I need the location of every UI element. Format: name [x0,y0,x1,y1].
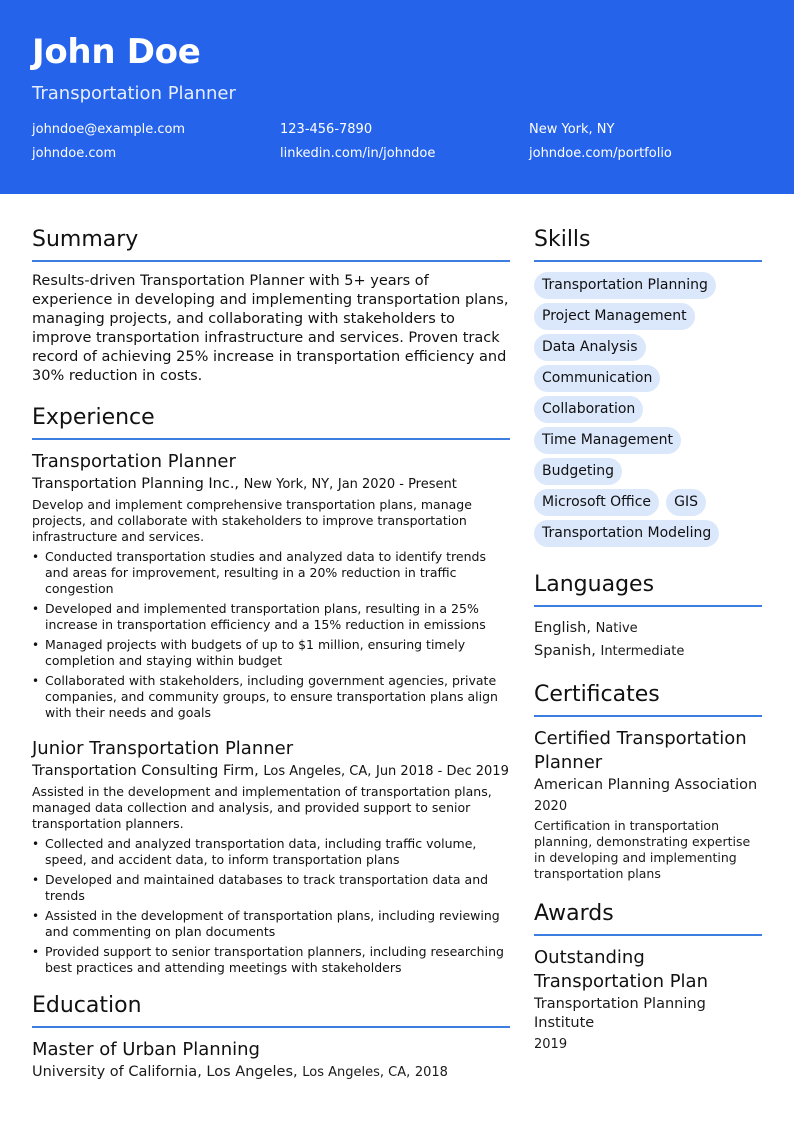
award-org: Transportation Planning Institute [534,996,706,1031]
award-year: 2019 [534,1037,568,1052]
job-bullet: • Collaborated with stakeholders, including government agencies, private companies, and community groups, to ensure transportation plans align with their needs and goals [32,673,510,721]
resume-header [0,0,794,194]
email-link[interactable]: johndoe@example.com [32,122,186,137]
certificate-entry [534,727,762,882]
website-link[interactable]: johndoe.com [32,146,117,161]
language-level: Intermediate [600,644,685,659]
languages-list [534,617,762,663]
job-bullet: • Assisted in the development of transportation plans, including reviewing and commenting on plan documents [32,908,510,940]
skills-list [534,272,762,551]
languages-heading: Languages [534,571,762,607]
summary-text: Results-driven Transportation Planner with 5+ years of experience in developing and implementing transportation plans, managing projects, and collaborating with stakeholders to improve transportation infrastructure and services. Proven track record of achieving 25% increase in transportation efficiency and 30% reduction in costs. [32,273,509,384]
job-bullet: • Collected and analyzed transportation data, including traffic volume, speed, and accident data, to inform transportation plans [32,836,510,868]
job-bullet: • Developed and implemented transportation plans, resulting in a 25% increase in transportation efficiency and a 15% reduction in emissions [32,601,510,633]
skills-section [534,226,762,551]
job-dates: Jan 2020 - Present [337,477,457,492]
skill-chip: GIS [666,489,706,516]
education-heading: Education [32,992,510,1028]
job-location: Los Angeles, CA, [263,764,372,779]
awards-section [534,900,762,1054]
portfolio-link[interactable]: johndoe.com/portfolio [529,146,672,161]
certificate-description: Certification in transportation planning, demonstrating expertise in developing and implementing transportation plans [534,818,751,881]
job-bullet: • Provided support to senior transportation planners, including researching best practices and attending meetings with stakeholders [32,944,510,976]
summary-heading: Summary [32,226,510,262]
education-section [32,992,510,1083]
skill-chip: Data Analysis [534,334,646,361]
skill-chip: Transportation Modeling [534,520,719,547]
award-entry [534,946,762,1054]
language-item [534,640,762,663]
job-bullet: • Managed projects with budgets of up to $1 million, ensuring timely completion and staying within budget [32,637,510,669]
skill-chip: Communication [534,365,660,392]
job-title: Junior Transportation Planner [32,738,294,759]
languages-section [534,571,762,663]
certificates-heading: Certificates [534,681,762,717]
skill-chip: Project Management [534,303,695,330]
skills-heading: Skills [534,226,762,262]
language-item [534,617,762,640]
skill-chip: Budgeting [534,458,622,485]
candidate-title: Transportation Planner [32,83,236,104]
skill-chip: Collaboration [534,396,643,423]
job-bullets [32,836,510,976]
job-entry [32,737,510,976]
job-company: Transportation Consulting Firm, [32,763,259,779]
certificate-title: Certified Transportation Planner [534,728,747,773]
experience-heading: Experience [32,404,510,440]
education-year: 2018 [414,1065,448,1080]
language-name: English, [534,620,591,636]
linkedin-link[interactable]: linkedin.com/in/johndoe [280,146,436,161]
certificate-org: American Planning Association [534,777,758,793]
job-dates: Jun 2018 - Dec 2019 [375,764,509,779]
experience-section [32,404,510,976]
language-name: Spanish, [534,643,596,659]
skill-chip: Transportation Planning [534,272,716,299]
award-title: Outstanding Transportation Plan [534,947,708,992]
side-column [534,226,762,1054]
job-title: Transportation Planner [32,451,236,472]
awards-heading: Awards [534,900,762,936]
job-bullets [32,549,510,721]
education-meta [32,1062,510,1083]
job-description: Develop and implement comprehensive transportation plans, manage projects, and collaborate with stakeholders to improve transportation infrastructure and services. [32,497,472,544]
job-bullet: • Conducted transportation studies and analyzed data to identify trends and areas for improvement, resulting in a 20% reduction in traffic congestion [32,549,510,597]
job-description: Assisted in the development and implementation of transportation plans, managed data collection and analysis, and provided support to senior transportation planners. [32,784,492,831]
job-meta [32,761,510,782]
job-bullet: • Developed and maintained databases to track transportation data and trends [32,872,510,904]
education-degree: Master of Urban Planning [32,1039,260,1060]
phone-text: 123-456-7890 [280,122,373,137]
candidate-name: John Doe [32,32,201,72]
summary-section [32,226,510,386]
skill-chip: Microsoft Office [534,489,659,516]
job-entry [32,450,510,721]
certificates-section [534,681,762,882]
language-level: Native [595,621,638,636]
certificate-year: 2020 [534,799,568,814]
skill-chip: Time Management [534,427,681,454]
job-meta [32,474,510,495]
education-location: Los Angeles, CA, [302,1065,411,1080]
education-school: University of California, Los Angeles, [32,1064,298,1080]
location-text: New York, NY [529,122,615,137]
job-company: Transportation Planning Inc., [32,476,240,492]
job-location: New York, NY, [243,477,334,492]
main-column [32,226,510,1083]
